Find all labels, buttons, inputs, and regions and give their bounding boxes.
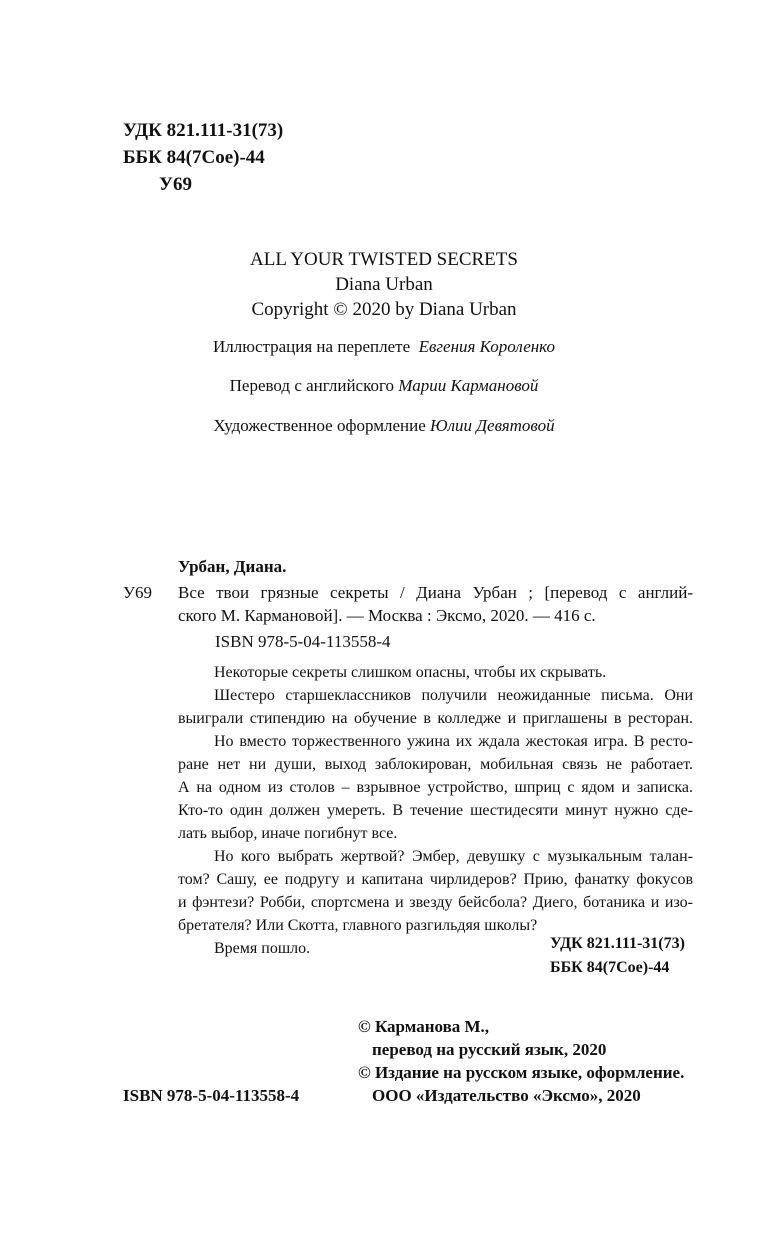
classification-block-bottom [550,932,685,980]
bib-isbn: ISBN 978-5-04-113558-4 [215,632,391,651]
credit-design-label: Художественное оформление [213,416,426,435]
annotation-line: Но вместо торжественного ужина их ждала жестокая игра. В ресто- [214,733,693,750]
original-copyright: Copyright © 2020 by Diana Urban [251,299,517,320]
classification-block-top [123,117,283,198]
copyright-line: перевод на русский язык, 2020 [372,1040,607,1059]
credit-illustration-name: Евгения Короленко [418,337,555,356]
copyright-line: © Издание на русском языке, оформление. [358,1063,685,1082]
bbk-code-bottom: ББК 84(7Сое)-44 [550,959,670,976]
credit-translation [0,374,768,398]
bib-description [178,581,693,627]
isbn-bottom: ISBN 978-5-04-113558-4 [123,1086,300,1105]
annotation-line: ране нет ни души, выход заблокирован, мобильная связь не работает. [178,756,693,773]
author-sign: У69 [159,174,192,195]
bib-line-1: Все твои грязные секреты / Диана Урбан ; [перевод с англий- [178,583,693,602]
copyright-line: ООО «Издательство «Эксмо», 2020 [372,1086,641,1105]
bib-author-heading: Урбан, Диана. [178,557,287,576]
annotation-line: Но кого выбрать жертвой? Эмбер, девушку с музыкальным талан- [214,848,693,865]
annotation-line: Кто-то один должен умереть. В течение шестидесяти минут нужно сде- [178,802,693,819]
annotation-line: лать выбор, иначе погибнут все. [178,825,398,842]
annotation-line: Некоторые секреты слишком опасны, чтобы их скрывать. [214,664,607,681]
original-title: ALL YOUR TWISTED SECRETS [250,249,518,270]
annotation-line: А на одном из столов – взрывное устройство, шприц с ядом и записка. [178,779,693,796]
annotation-line: Время пошло. [214,940,311,957]
credit-translation-label: Перевод с английского [229,376,395,395]
annotation-line: Шестеро старшеклассников получили неожиданные письма. Они [214,687,693,704]
annotation [178,661,693,960]
credit-design [0,414,768,438]
annotation-line: и фэнтези? Робби, спортсмена и звезду бейсбола? Диего, ботаника и изо- [178,894,693,911]
udk-code-bottom: УДК 821.111-31(73) [550,935,685,952]
bbk-code: ББК 84(7Сое)-44 [123,147,265,168]
annotation-line: том? Сашу, ее подругу и капитана чирлидеров? Прию, фанатку фокусов [178,871,693,888]
bib-sign: У69 [123,583,153,602]
credit-design-name: Юлии Девятовой [430,416,555,435]
udk-code: УДК 821.111-31(73) [123,120,284,141]
credit-illustration [0,335,768,359]
bib-line-2: ского М. Кармановой]. — Москва : Эксмо, 2020. — 416 с. [178,606,596,625]
copyright-block [358,1015,684,1107]
annotation-line: выиграли стипендию на обучение в колледже и приглашены в ресторан. [178,710,693,727]
credit-translation-name: Марии Кармановой [398,376,539,395]
annotation-line: бретателя? Или Скотта, главного разгильдяя школы? [178,917,538,934]
original-author: Diana Urban [335,274,433,295]
copyright-line: © Карманова М., [358,1017,490,1036]
credit-illustration-label: Иллюстрация на переплете [213,337,411,356]
